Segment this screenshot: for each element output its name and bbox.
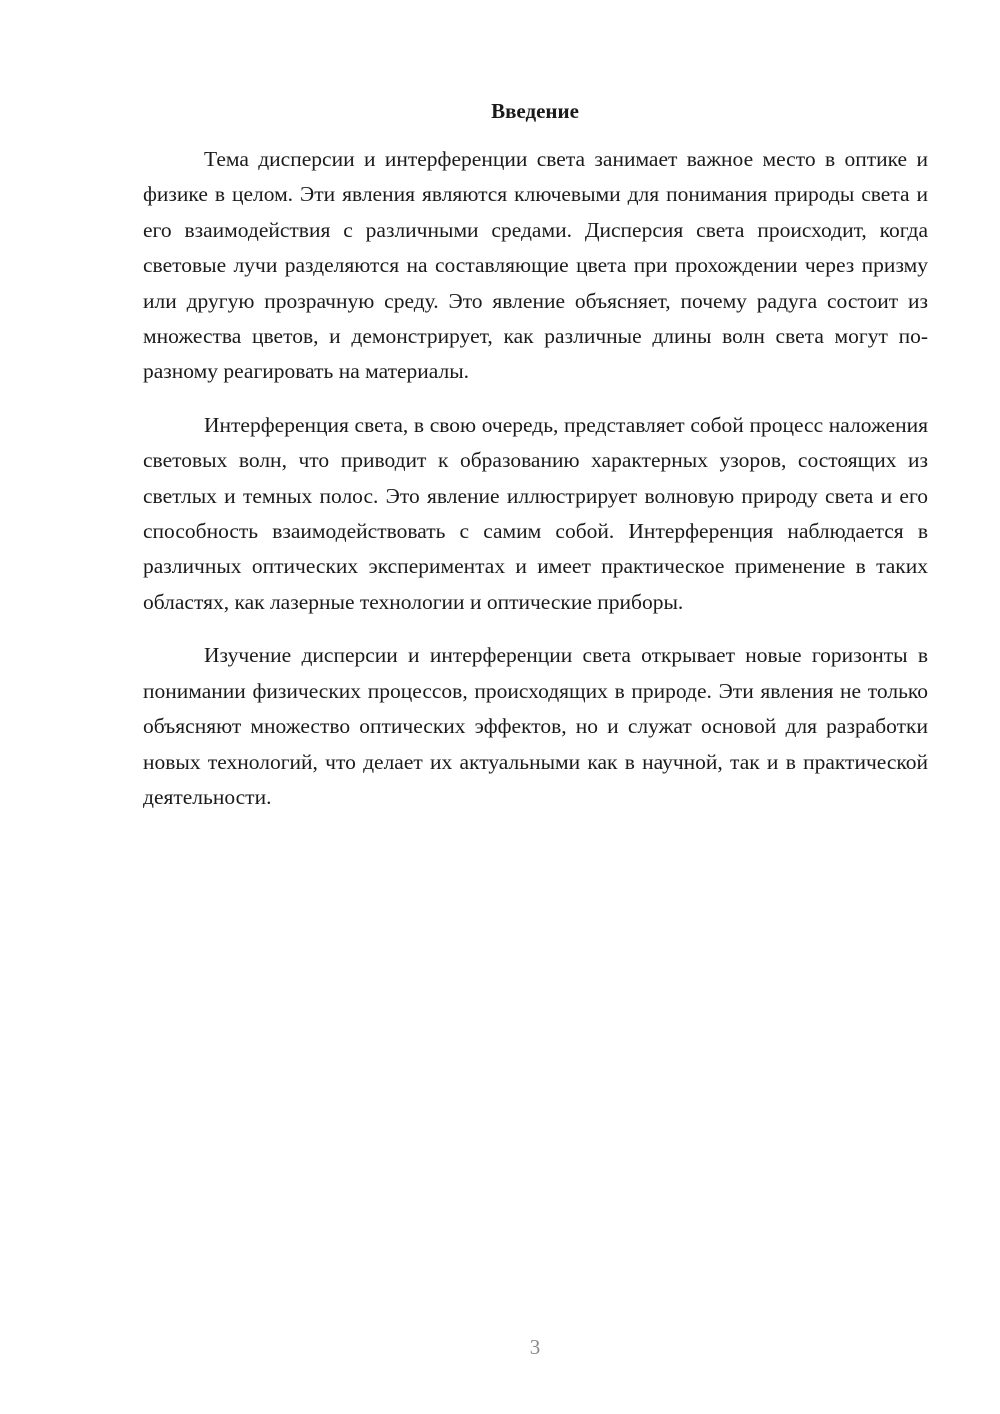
paragraph-3: Изучение дисперсии и интерференции света открывает новые горизонты в понимании физических процессов, происходящих в природе. Эти явления не только объясняют множество оптических эффектов, но и служат основой для разработки новых технологий, что делает их актуальными как в научной, так и в практической деятельности. [143, 643, 928, 809]
paragraph-2: Интерференция света, в свою очередь, представляет собой процесс наложения световых волн, что приводит к образованию характерных узоров, состоящих из светлых и темных полос. Это явление иллюстрирует волновую природу света и его способность взаимодействовать с самим собой. Интерференция наблюдается в различных оптических экспериментах и имеет практическое применение в таких областях, как лазерные технологии и оптические приборы. [143, 412, 928, 614]
section-heading: Введение [491, 99, 579, 123]
paragraph-1: Тема дисперсии и интерференции света занимает важное место в оптике и физике в целом. Эти явления являются ключевыми для понимания природы света и его взаимодействия с различными средами. Дисперсия света происходит, когда световые лучи разделяются на составляющие цвета при прохождении через призму или другую прозрачную среду. Это явление объясняет, почему радуга состоит из множества цветов, и демонстрирует, как различные длины волн света могут по-разному реагировать на материалы. [143, 147, 928, 384]
page-number: 3 [529, 1335, 541, 1359]
document-body [143, 142, 928, 833]
